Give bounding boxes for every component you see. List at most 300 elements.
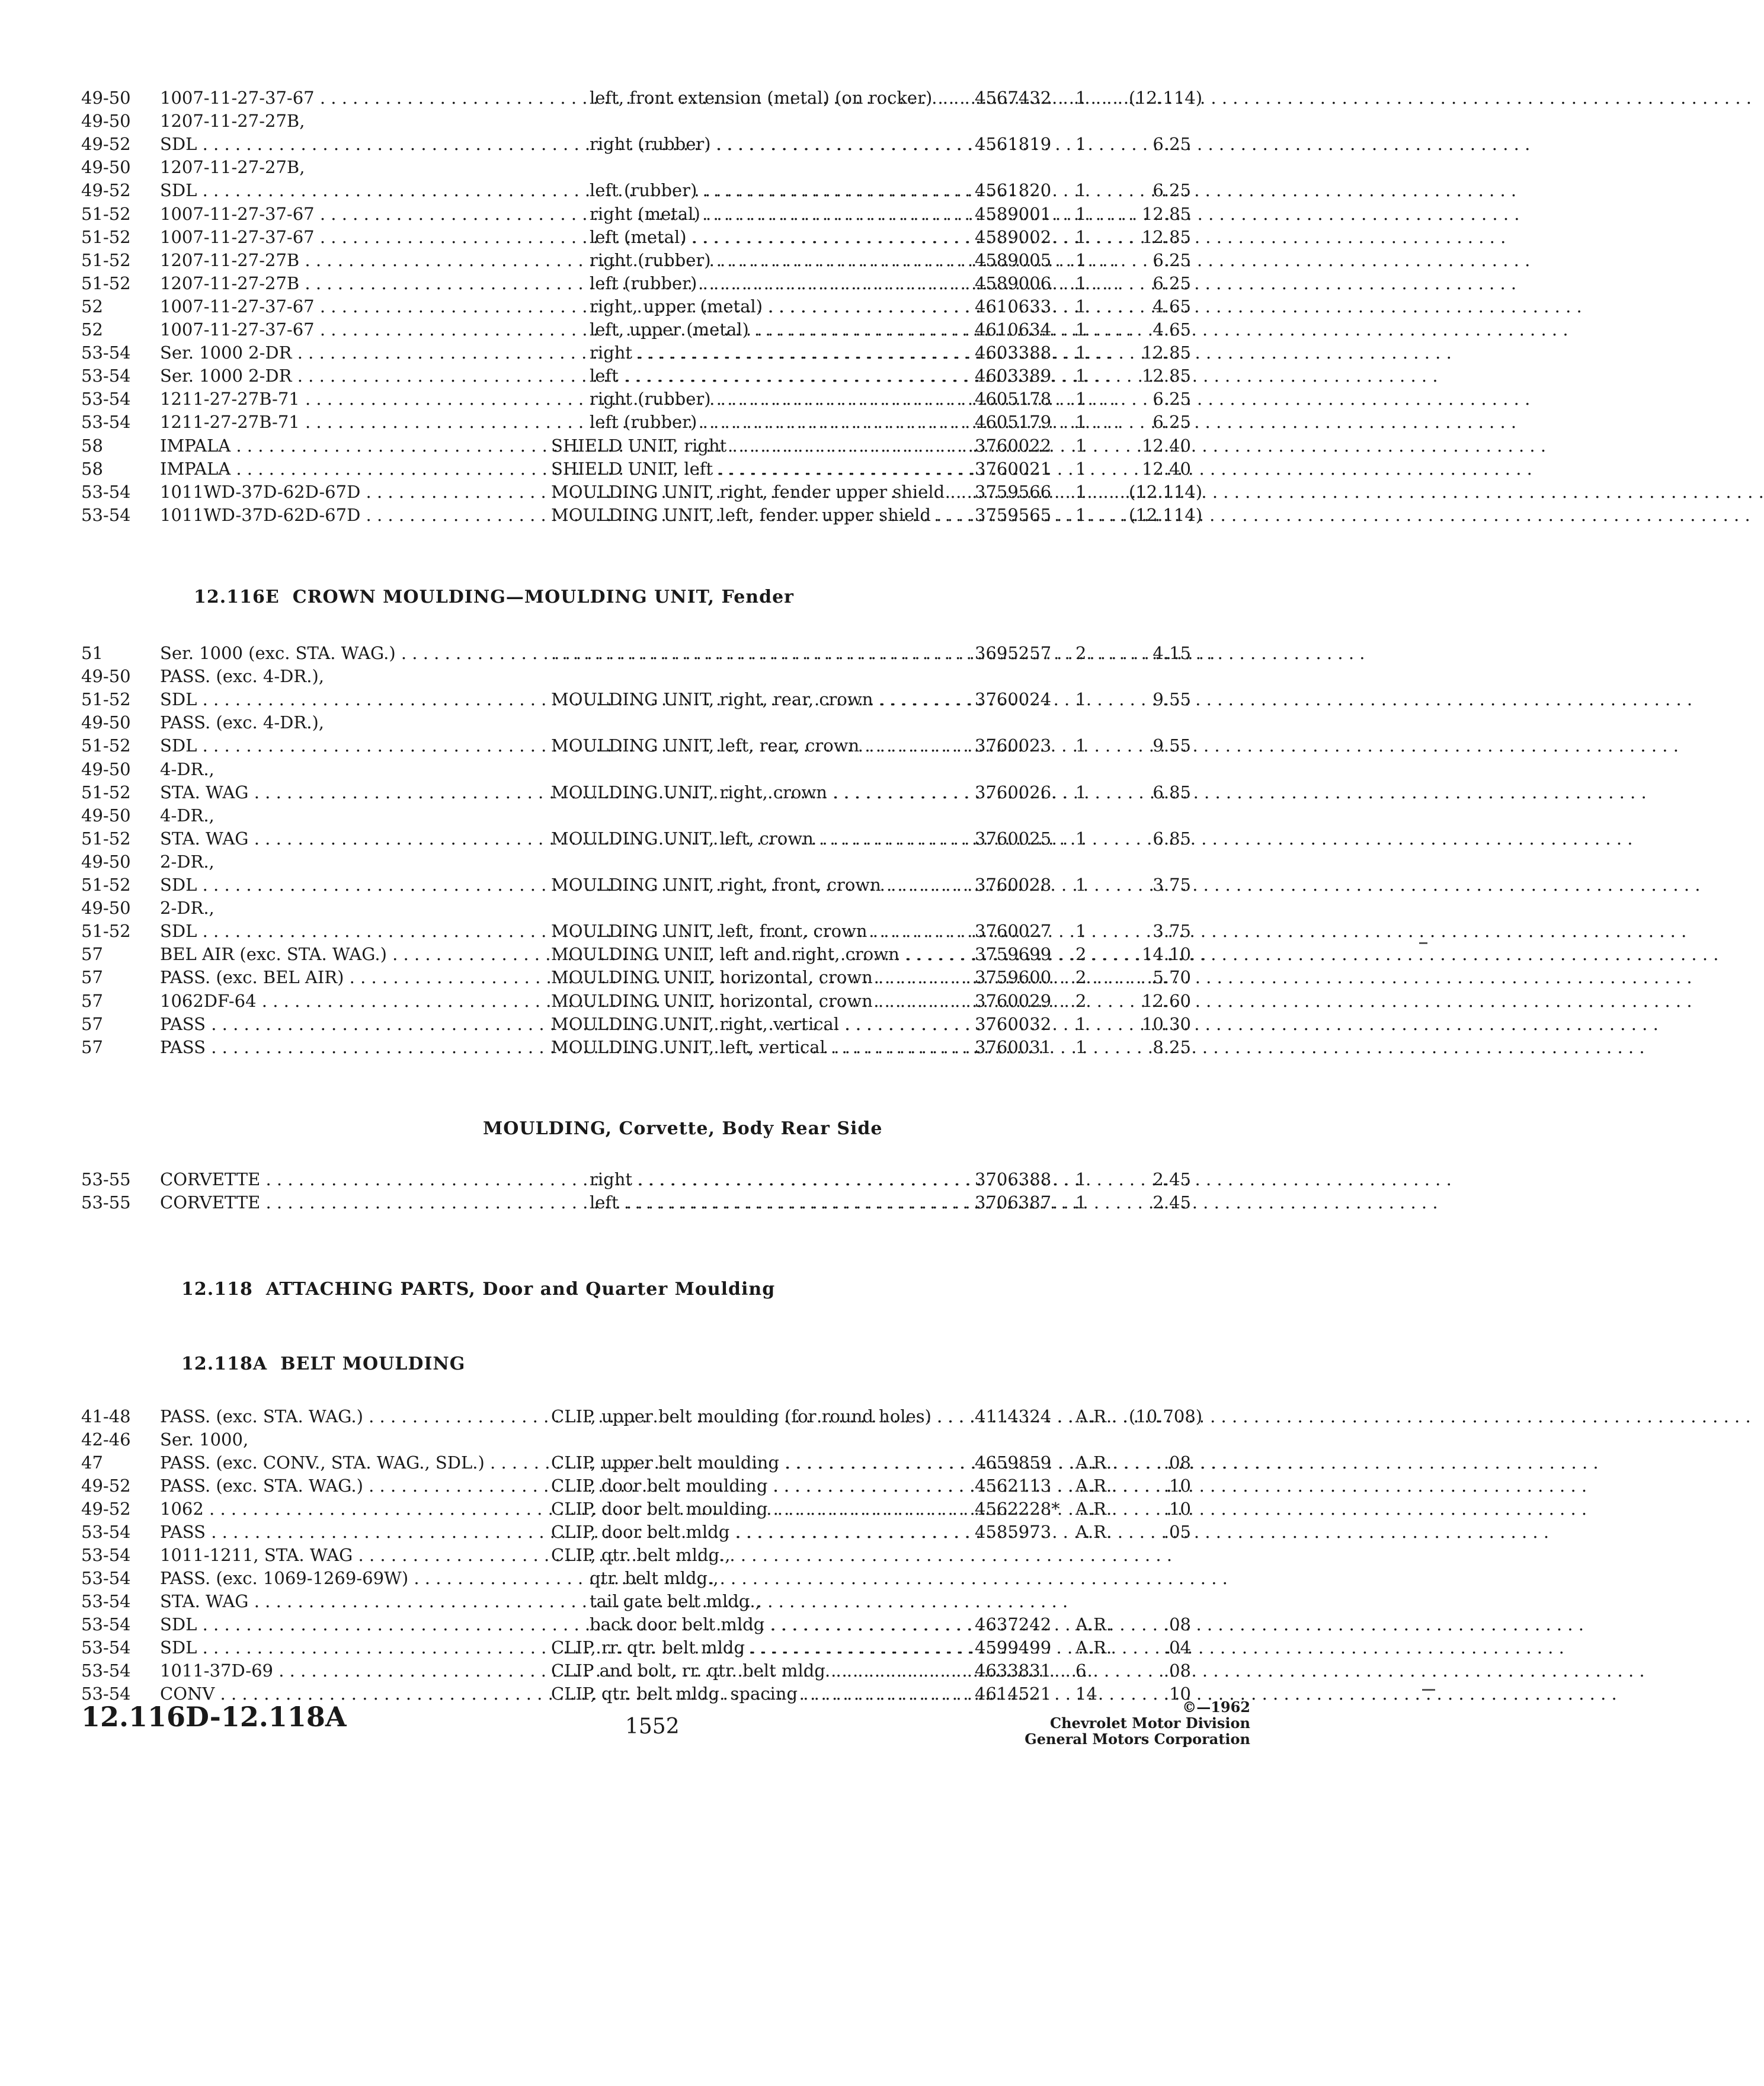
description-cell: MOULDING UNIT, right, crown . . . xyxy=(551,780,957,804)
price-cell: 4.15 xyxy=(1152,643,1191,663)
part-number-cell: 3760031 xyxy=(975,1036,1052,1057)
price-cell: 12.60 xyxy=(1141,990,1191,1011)
price-cell: 6.25 xyxy=(1152,273,1191,293)
model-cell: PASS. (exc. BEL AIR) . . . xyxy=(160,965,521,989)
years-cell: 51-52 xyxy=(81,689,131,710)
years-cell: 49-50 xyxy=(81,805,131,826)
table-row xyxy=(0,850,1498,874)
section-number: 12.118A xyxy=(181,1354,268,1374)
model-cell: CONV . . . xyxy=(160,1682,521,1706)
table-row xyxy=(0,1659,1498,1682)
part-number-cell: 3760023 xyxy=(975,735,1052,756)
years-cell: 42-46 xyxy=(81,1429,131,1450)
price-cell: 14.10 xyxy=(1141,944,1191,965)
model-cell: IMPALA . . . xyxy=(160,434,521,457)
price-cell: 3.75 xyxy=(1152,875,1191,895)
part-number-cell: 3760024 xyxy=(975,689,1052,710)
price-cell: 2.45 xyxy=(1152,1169,1191,1189)
table-row xyxy=(0,86,1498,110)
model-cell: PASS. (exc. STA. WAG.) . . . xyxy=(160,1404,521,1428)
model-cell: STA. WAG . . . xyxy=(160,827,521,850)
model-cell: CORVETTE . . . xyxy=(160,1167,521,1191)
model-cell: PASS . . . xyxy=(160,1035,521,1059)
quantity-cell: A.R. xyxy=(1075,1614,1112,1634)
model-cell: 4-DR., xyxy=(160,759,215,779)
quantity-cell: 1 xyxy=(1075,921,1087,942)
part-number-cell: 3759566 xyxy=(975,481,1052,502)
model-cell: PASS . . . xyxy=(160,1012,521,1036)
part-number-cell: 4567432 xyxy=(975,88,1052,108)
part-number-cell: 4614521 xyxy=(975,1684,1052,1704)
footer-copyright-block xyxy=(978,1699,1250,1747)
quantity-cell: 1 xyxy=(1075,782,1087,802)
description-cell: left (rubber) . . . xyxy=(590,271,957,295)
table-row xyxy=(0,965,1498,989)
model-cell: STA. WAG . . . xyxy=(160,780,521,804)
part-number-cell: 4562228* xyxy=(975,1499,1060,1519)
years-cell: 51-52 xyxy=(81,226,131,247)
model-cell: PASS. (exc. STA. WAG.) . . . xyxy=(160,1474,521,1498)
table-row xyxy=(0,155,1498,179)
model-cell: SDL . . . xyxy=(160,1613,521,1636)
price-cell: 5.70 xyxy=(1152,967,1191,988)
table-row xyxy=(0,1589,1498,1613)
description-cell: right (rubber) . . . xyxy=(590,387,957,411)
table-row xyxy=(0,1167,1498,1191)
description-cell: MOULDING UNIT, right, front, crown . . . xyxy=(551,873,957,897)
quantity-cell: 6 xyxy=(1075,1661,1087,1681)
years-cell: 49-50 xyxy=(81,898,131,919)
price-cell: 9.55 xyxy=(1152,689,1191,710)
table-row xyxy=(0,1474,1498,1498)
years-cell: 49-50 xyxy=(81,111,131,132)
table-row xyxy=(0,1191,1498,1214)
years-cell: 53-55 xyxy=(81,1192,131,1213)
years-cell: 53-54 xyxy=(81,1591,131,1611)
part-number-cell: 4589005 xyxy=(975,249,1052,270)
years-cell: 53-54 xyxy=(81,1522,131,1542)
years-cell: 49-52 xyxy=(81,180,131,201)
quantity-cell: A.R. xyxy=(1075,1637,1112,1658)
quantity-cell: 1 xyxy=(1075,481,1087,502)
price-cell: .10 xyxy=(1163,1476,1191,1496)
years-cell: 51-52 xyxy=(81,203,131,224)
years-cell: 53-54 xyxy=(81,1545,131,1565)
table-row xyxy=(0,1613,1498,1636)
description-cell: left (rubber) . . . xyxy=(590,178,957,202)
model-cell: 1207-11-27-27B . . . xyxy=(160,248,521,272)
table-row xyxy=(0,178,1498,202)
years-cell: 53-54 xyxy=(81,1637,131,1658)
model-cell: 1011-1211, STA. WAG . . . xyxy=(160,1543,521,1567)
model-cell: SDL . . . xyxy=(160,687,521,711)
description-cell: MOULDING UNIT, left, vertical . . . xyxy=(551,1035,957,1059)
description-cell: left . . . xyxy=(590,364,957,388)
part-number-cell: 3760021 xyxy=(975,458,1052,479)
model-cell: 1011WD-37D-62D-67D . . . xyxy=(160,480,521,504)
model-cell: CORVETTE . . . xyxy=(160,1191,521,1214)
description-cell: left (metal) . . . xyxy=(590,225,957,249)
part-number-cell: 4114324 xyxy=(975,1406,1052,1426)
quantity-cell: 2 xyxy=(1075,967,1087,988)
part-number-cell: 3759699 xyxy=(975,944,1052,965)
description-cell: CLIP, door belt moulding . . . xyxy=(551,1497,957,1521)
model-cell: 1011WD-37D-62D-67D . . . xyxy=(160,503,521,527)
price-cell: .10 xyxy=(1163,1684,1191,1704)
model-cell: SDL . . . xyxy=(160,178,521,202)
model-cell: 2-DR., xyxy=(160,898,215,919)
table-row xyxy=(0,202,1498,226)
part-number-cell: 4610634 xyxy=(975,319,1052,340)
model-cell: SDL . . . xyxy=(160,734,521,757)
part-number-cell: 3760025 xyxy=(975,828,1052,849)
description-cell: back door belt mldg . . . xyxy=(590,1613,957,1636)
years-cell: 53-54 xyxy=(81,1661,131,1681)
description-cell: CLIP, upper belt moulding (for round holes) . . . xyxy=(551,1404,957,1428)
description-cell: left, upper (metal) . . . xyxy=(590,318,957,341)
years-cell: 51-52 xyxy=(81,828,131,849)
table-row xyxy=(0,225,1498,249)
table-row xyxy=(0,873,1498,897)
years-cell: 53-54 xyxy=(81,412,131,433)
years-cell: 49-50 xyxy=(81,666,131,687)
description-cell: MOULDING UNIT, left, fender upper shield . . . xyxy=(551,503,957,527)
part-number-cell: 4561819 xyxy=(975,134,1052,155)
price-cell: 12.40 xyxy=(1141,435,1191,456)
years-cell: 49-50 xyxy=(81,88,131,108)
part-number-cell: 3760029 xyxy=(975,990,1052,1011)
scan-mark xyxy=(1419,942,1427,944)
years-cell: 57 xyxy=(81,1013,103,1034)
footer-division: Chevrolet Motor Division xyxy=(1050,1714,1250,1732)
price-cell: 8.25 xyxy=(1152,1036,1191,1057)
quantity-cell: A.R. xyxy=(1075,1499,1112,1519)
model-cell: 1007-11-27-37-67 . . . xyxy=(160,295,521,318)
price-cell: 6.25 xyxy=(1152,249,1191,270)
years-cell: 53-54 xyxy=(81,504,131,525)
table-row xyxy=(0,757,1498,781)
model-cell: 1011-37D-69 . . . xyxy=(160,1659,521,1682)
price-cell: .08 xyxy=(1163,1614,1191,1634)
section-number: 12.118 xyxy=(181,1279,253,1300)
table-row xyxy=(0,109,1498,133)
table-row xyxy=(0,1543,1498,1567)
model-cell: SDL . . . xyxy=(160,1636,521,1659)
years-cell: 53-54 xyxy=(81,389,131,409)
table-row xyxy=(0,896,1498,920)
model-cell: SDL . . . xyxy=(160,919,521,943)
quantity-cell: 1 xyxy=(1075,435,1087,456)
part-number-cell: 4603389 xyxy=(975,366,1052,386)
description-cell: right (metal) . . . xyxy=(590,202,957,226)
model-cell: 2-DR., xyxy=(160,851,215,872)
section-title: ATTACHING PARTS, Door and Quarter Moulding xyxy=(265,1279,776,1300)
footer-section-range: 12.116D-12.118A xyxy=(81,1701,347,1733)
years-cell: 53-55 xyxy=(81,1169,131,1189)
part-number-cell: 4585973 xyxy=(975,1522,1052,1542)
years-cell: 57 xyxy=(81,1036,103,1057)
table-row xyxy=(0,1497,1498,1521)
table-row xyxy=(0,1012,1498,1036)
part-number-cell: 3706387 xyxy=(975,1192,1052,1213)
quantity-cell: 1 xyxy=(1075,366,1087,386)
years-cell: 49-52 xyxy=(81,134,131,155)
years-cell: 58 xyxy=(81,458,103,479)
part-number-cell: 3760032 xyxy=(975,1013,1052,1034)
model-cell: 1062DF-64 . . . xyxy=(160,989,521,1013)
description-cell: MOULDING UNIT, right, fender upper shield . . . xyxy=(551,480,957,504)
part-number-cell: 3760026 xyxy=(975,782,1052,802)
quantity-cell: 1 xyxy=(1075,273,1087,293)
quantity-cell: A.R. xyxy=(1075,1476,1112,1496)
years-cell: 52 xyxy=(81,319,103,340)
part-number-cell: 4589001 xyxy=(975,203,1052,224)
years-cell: 49-52 xyxy=(81,1476,131,1496)
table-row xyxy=(0,1520,1498,1544)
description-cell: CLIP, qtr. belt mldg. spacing . . . xyxy=(551,1682,957,1706)
description-cell: left . . . xyxy=(590,1191,957,1214)
footer-corporation: General Motors Corporation xyxy=(1025,1730,1250,1748)
price-cell: 4.65 xyxy=(1152,319,1191,340)
description-cell: CLIP, rr. qtr. belt mldg . . . xyxy=(551,1636,957,1659)
quantity-cell: A.R. xyxy=(1075,1406,1112,1426)
description-cell: tail gate belt mldg., xyxy=(590,1591,761,1611)
quantity-cell: 1 xyxy=(1075,319,1087,340)
description-cell: right . . . xyxy=(590,341,957,364)
description-cell: MOULDING UNIT, right, rear, crown . . . xyxy=(551,687,957,711)
model-cell: SDL . . . xyxy=(160,873,521,897)
table-row xyxy=(0,248,1498,272)
table-row xyxy=(0,295,1498,318)
table-row xyxy=(0,641,1498,665)
model-cell: Ser. 1000 (exc. STA. WAG.) . . . xyxy=(160,641,521,665)
section-heading-crown-moulding xyxy=(194,587,794,607)
model-cell: PASS. (exc. 1069-1269-69W) . . . xyxy=(160,1566,521,1590)
model-cell: Ser. 1000 2-DR . . . xyxy=(160,364,521,388)
description-cell: SHIELD UNIT, right . . . xyxy=(551,434,957,457)
years-cell: 53-54 xyxy=(81,1614,131,1634)
table-row xyxy=(0,1636,1498,1659)
model-cell: 1007-11-27-37-67 . . . xyxy=(160,202,521,226)
description-cell: CLIP, upper belt moulding . . . xyxy=(551,1451,957,1474)
part-number-cell: 3760022 xyxy=(975,435,1052,456)
table-row xyxy=(0,480,1498,504)
quantity-cell: 14 xyxy=(1075,1684,1097,1704)
quantity-cell: 1 xyxy=(1075,1036,1087,1057)
model-cell: Ser. 1000, xyxy=(160,1429,249,1450)
price-cell: 4.65 xyxy=(1152,296,1191,316)
years-cell: 53-54 xyxy=(81,343,131,363)
description-cell: qtr. belt mldg., xyxy=(590,1568,719,1588)
part-number-cell: 4589006 xyxy=(975,273,1052,293)
table-row xyxy=(0,780,1498,804)
part-number-cell: 4610633 xyxy=(975,296,1052,316)
quantity-cell: 1 xyxy=(1075,249,1087,270)
table-row xyxy=(0,711,1498,734)
table-row xyxy=(0,1451,1498,1474)
section-heading-corvette-moulding xyxy=(483,1118,882,1139)
years-cell: 53-54 xyxy=(81,481,131,502)
price-cell: 6.85 xyxy=(1152,828,1191,849)
model-cell: Ser. 1000 2-DR . . . xyxy=(160,341,521,364)
years-cell: 58 xyxy=(81,435,103,456)
table-row xyxy=(0,687,1498,711)
part-number-cell: 4589002 xyxy=(975,226,1052,247)
table-row xyxy=(0,318,1498,341)
quantity-cell: 1 xyxy=(1075,343,1087,363)
quantity-cell: 1 xyxy=(1075,1192,1087,1213)
part-number-cell: 4605179 xyxy=(975,412,1052,433)
table-row xyxy=(0,919,1498,943)
quantity-cell: 1 xyxy=(1075,458,1087,479)
price-cell: 6.85 xyxy=(1152,782,1191,802)
quantity-cell: 1 xyxy=(1075,735,1087,756)
part-number-cell: 4605178 xyxy=(975,389,1052,409)
years-cell: 51 xyxy=(81,643,103,663)
years-cell: 51-52 xyxy=(81,249,131,270)
years-cell: 49-52 xyxy=(81,1499,131,1519)
table-row xyxy=(0,734,1498,757)
years-cell: 57 xyxy=(81,990,103,1011)
table-row xyxy=(0,664,1498,688)
part-number-cell: 3760028 xyxy=(975,875,1052,895)
part-number-cell: 3760027 xyxy=(975,921,1052,942)
part-number-cell: 4603388 xyxy=(975,343,1052,363)
part-number-cell: 4599499 xyxy=(975,1637,1052,1658)
description-cell: right (rubber) . . . xyxy=(590,248,957,272)
price-cell: (12.114) xyxy=(1129,481,1203,502)
years-cell: 51-52 xyxy=(81,735,131,756)
model-cell: 1207-11-27-27B . . . xyxy=(160,271,521,295)
model-cell: PASS. (exc. CONV., STA. WAG., SDL.) . . . xyxy=(160,1451,521,1474)
description-cell: MOULDING UNIT, left, crown . . . xyxy=(551,827,957,850)
price-cell: .04 xyxy=(1163,1637,1191,1658)
years-cell: 57 xyxy=(81,967,103,988)
section-title: CROWN MOULDING—MOULDING UNIT, Fender xyxy=(292,587,794,607)
quantity-cell: 2 xyxy=(1075,944,1087,965)
price-cell: .10 xyxy=(1163,1499,1191,1519)
description-cell: right . . . xyxy=(590,1167,957,1191)
years-cell: 49-50 xyxy=(81,851,131,872)
table-row xyxy=(0,457,1498,481)
price-cell: 2.45 xyxy=(1152,1192,1191,1213)
model-cell: 1007-11-27-37-67 . . . xyxy=(160,225,521,249)
price-cell: (12.114) xyxy=(1129,88,1203,108)
price-cell: 12.85 xyxy=(1141,226,1191,247)
model-cell: 1211-27-27B-71 . . . xyxy=(160,410,521,434)
price-cell: 6.25 xyxy=(1152,389,1191,409)
years-cell: 51-52 xyxy=(81,273,131,293)
table-row xyxy=(0,341,1498,364)
years-cell: 41-48 xyxy=(81,1406,131,1426)
description-cell: MOULDING UNIT, left and right, crown . . . xyxy=(551,942,957,966)
price-cell: .08 xyxy=(1163,1452,1191,1473)
quantity-cell: 1 xyxy=(1075,296,1087,316)
description-cell: MOULDING UNIT, right, vertical . . . xyxy=(551,1012,957,1036)
years-cell: 51-52 xyxy=(81,921,131,942)
years-cell: 49-50 xyxy=(81,157,131,178)
years-cell: 57 xyxy=(81,944,103,965)
quantity-cell: 2 xyxy=(1075,990,1087,1011)
table-row xyxy=(0,132,1498,156)
price-cell: 12.40 xyxy=(1141,458,1191,479)
years-cell: 53-54 xyxy=(81,366,131,386)
part-number-cell: 3706388 xyxy=(975,1169,1052,1189)
table-row xyxy=(0,271,1498,295)
footer-copyright: ©—1962 xyxy=(1182,1698,1250,1716)
model-cell: 1207-11-27-27B, xyxy=(160,157,305,178)
years-cell: 52 xyxy=(81,296,103,316)
table-row xyxy=(0,1035,1498,1059)
model-cell: 4-DR., xyxy=(160,805,215,826)
price-cell: 6.25 xyxy=(1152,134,1191,155)
model-cell: PASS. (exc. 4-DR.), xyxy=(160,712,325,733)
price-cell: (10.708) xyxy=(1129,1406,1203,1426)
part-number-cell: 4659859 xyxy=(975,1452,1052,1473)
quantity-cell: 1 xyxy=(1075,134,1087,155)
part-number-cell: 4562113 xyxy=(975,1476,1052,1496)
table-row xyxy=(0,410,1498,434)
years-cell: 53-54 xyxy=(81,1568,131,1588)
model-cell: 1207-11-27-27B, xyxy=(160,111,305,132)
quantity-cell: A.R. xyxy=(1075,1452,1112,1473)
price-cell: 6.25 xyxy=(1152,412,1191,433)
years-cell: 53-54 xyxy=(81,1684,131,1704)
section-title: MOULDING, Corvette, Body Rear Side xyxy=(483,1118,883,1139)
description-cell: left, front extension (metal) (on rocker) . . . xyxy=(590,86,957,110)
price-cell: 6.25 xyxy=(1152,180,1191,201)
price-cell: 9.55 xyxy=(1152,735,1191,756)
part-number-cell: 3695257 xyxy=(975,643,1052,663)
model-cell: IMPALA . . . xyxy=(160,457,521,481)
description-cell: MOULDING UNIT, left, rear, crown . . . xyxy=(551,734,957,757)
quantity-cell: 1 xyxy=(1075,88,1087,108)
price-cell: 12.85 xyxy=(1141,203,1191,224)
quantity-cell: 1 xyxy=(1075,1013,1087,1034)
table-row xyxy=(0,804,1498,827)
table-row xyxy=(0,387,1498,411)
part-number-cell: 3759600 xyxy=(975,967,1052,988)
table-row xyxy=(0,942,1498,966)
quantity-cell: 1 xyxy=(1075,689,1087,710)
price-cell: (12.114) xyxy=(1129,504,1203,525)
table-row xyxy=(0,1404,1498,1428)
model-cell: 1211-27-27B-71 . . . xyxy=(160,387,521,411)
years-cell: 49-50 xyxy=(81,759,131,779)
description-cell: SHIELD UNIT, left . . . xyxy=(551,457,957,481)
quantity-cell: 1 xyxy=(1075,1169,1087,1189)
description-cell: MOULDING UNIT, horizontal, crown . . . xyxy=(551,965,957,989)
years-cell: 47 xyxy=(81,1452,103,1473)
table-row xyxy=(0,1428,1498,1451)
price-cell: 3.75 xyxy=(1152,921,1191,942)
description-cell: MOULDING UNIT, horizontal, crown . . . xyxy=(551,989,957,1013)
description-cell: MOULDING UNIT, left, front, crown . . . xyxy=(551,919,957,943)
quantity-cell: 1 xyxy=(1075,504,1087,525)
description-cell xyxy=(551,641,957,665)
price-cell: 12.85 xyxy=(1141,366,1191,386)
model-cell: SDL . . . xyxy=(160,132,521,156)
part-number-cell: 4633831 xyxy=(975,1661,1052,1681)
section-title: BELT MOULDING xyxy=(280,1354,466,1374)
table-row xyxy=(0,503,1498,527)
price-cell: .08 xyxy=(1163,1661,1191,1681)
section-heading-attaching-parts xyxy=(181,1279,775,1300)
years-cell: 51-52 xyxy=(81,782,131,802)
part-number-cell: 3759565 xyxy=(975,504,1052,525)
footer-page-number: 1552 xyxy=(625,1714,680,1739)
description-cell: CLIP, door belt mldg . . . xyxy=(551,1520,957,1544)
